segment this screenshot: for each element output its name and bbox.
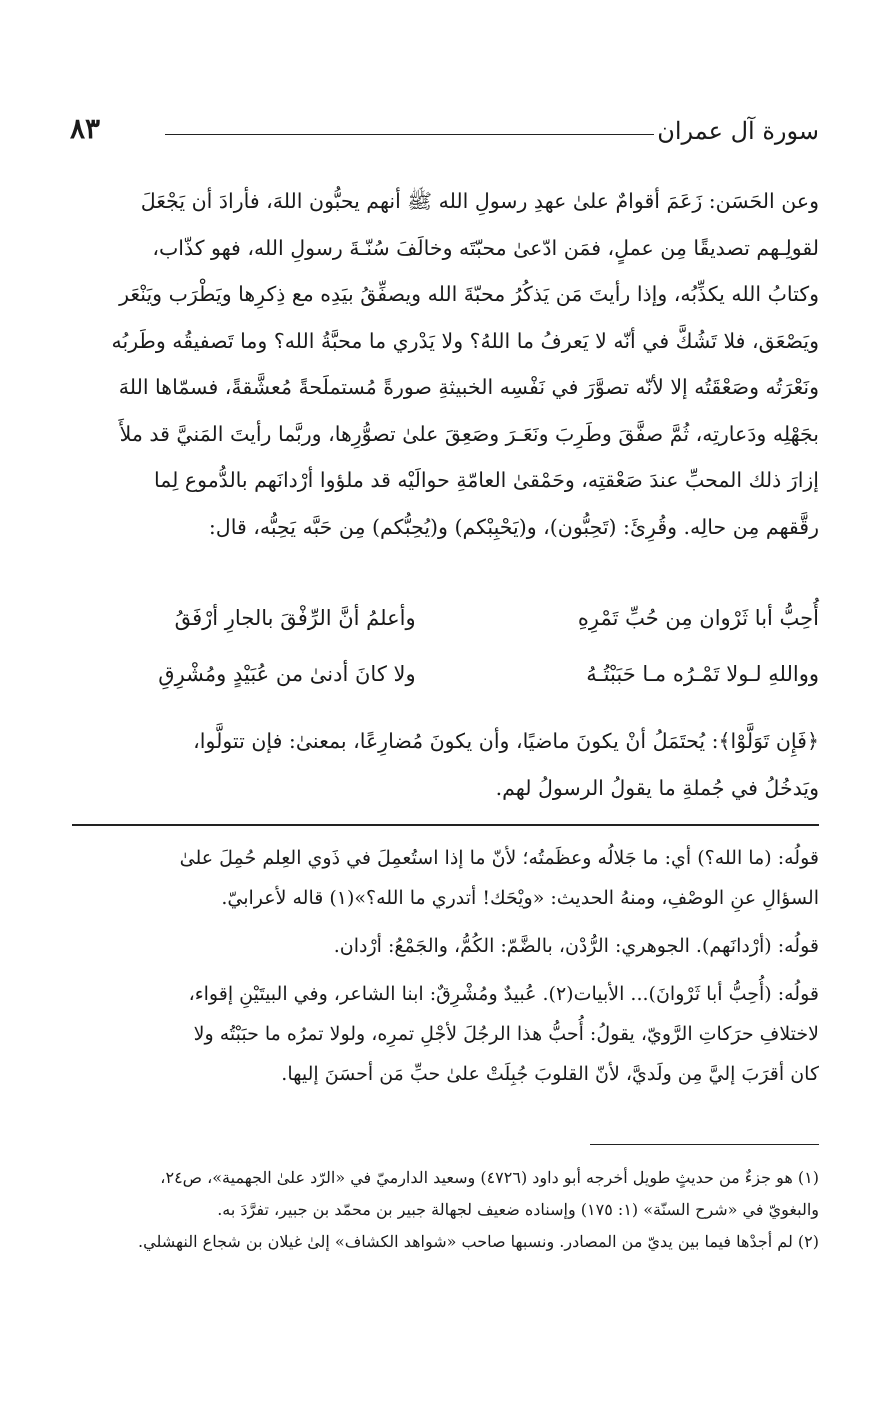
commentary-line: كان أقرَبَ إليَّ مِن ولَديَّ، لأنّ القلوبَ جُبِلَتْ علىٰ حبِّ مَن أحسَنَ إليها. [281, 1063, 819, 1085]
text-line: لقولِـهم تصديقًا مِن عملٍ، فمَن ادّعىٰ محبّتَه وخالَفَ سُنّـةَ رسولِ الله، فهو كذّاب، [152, 235, 819, 260]
text-line: ويَدخُلُ في جُملةِ ما يقولُ الرسولُ لهم. [495, 775, 819, 800]
verse [72, 646, 819, 702]
text-line: بجَهْلِه ودَعارتِه، ثُمَّ صفَّقَ وطَرِبَ ونَعَـرَ وصَعِقَ علىٰ تصوُّرِها، وربَّما رأيتَ المَنيَّ قد ملأَ [119, 421, 819, 446]
quran-commentary [72, 718, 819, 811]
main-text [72, 178, 819, 550]
verse [72, 590, 819, 646]
commentary-line: قولُه: (أُحِبُّ أبا ثَرْوانَ)... الأبيات(٢). عُبيدٌ ومُشْرِقٌ: ابنا الشاعر، وفي البيتَيْنِ إقواء، [188, 983, 819, 1005]
poetry-verses [72, 590, 819, 702]
text-line: ويَصْعَق، فلا تَشُكَّ في أنّه لا يَعرفُ ما اللهُ؟ ولا يَدْري ما محبَّةُ الله؟ وما تَصفيقُه وطَربُه [111, 328, 819, 353]
footnote-divider [590, 1144, 819, 1145]
commentary-section [72, 838, 819, 1094]
text-line: ونَعْرَتُه وصَعْقَتُه إلا لأنّه تصوَّرَ في نَفْسِه الخبيثةِ صورةً مُستملَحةً مُعشَّقةً، فسمّاها اللهَ [118, 375, 819, 399]
page-number: ٨٣ [70, 112, 101, 145]
commentary-line: لاختلافِ حرَكاتِ الرَّويّ، يقولُ: أُحبُّ هذا الرجُلَ لأجْلِ تمرِه، ولولا تمرُه ما حبَبْتُه ولا [193, 1023, 819, 1045]
text-line: رقَّقهم مِن حالِه. وقُرِئَ: (تَحِبُّون)، و(يَحْبِبْكم) و(يُحِبُّكم) مِن حَبَّه يَحِبُّه، قال: [208, 514, 819, 539]
text-line: وعن الحَسَن: زَعَمَ أقوامٌ علىٰ عهدِ رسولِ الله ﷺ أنهم يحبُّون اللهَ، فأرادَ أن يَجْعَلَ [140, 189, 819, 213]
text-line: إزارَ ذلك المحبِّ عندَ صَعْقتِه، وحَمْقىٰ العامّةِ حوالَيْه قد ملؤوا أرْدانَهم بالدُّموع لِما [154, 468, 819, 492]
commentary-line: السؤالِ عنِ الوصْفِ، ومنهُ الحديث: «ويْحَك! أتدري ما الله؟»(١) قاله لأعرابيّ. [221, 887, 819, 909]
footnote-line: والبغويّ في «شرح السنّة» (١: ١٧٥) وإسناده ضعيف لجهالة جبير بن محمّد بن جبير، تفرَّدَ به. [217, 1200, 819, 1219]
commentary-line: قولُه: (ما الله؟) أي: ما جَلالُه وعظَمتُه؛ لأنّ ما إذا استُعمِلَ في ذَوي العِلم حُمِلَ علىٰ [179, 847, 819, 869]
verse-second-hemistich: وأعلمُ أنَّ الرِّفْقَ بالجارِ أرْفَقُ [174, 606, 416, 630]
footnotes [72, 1162, 819, 1258]
verse-first-hemistich: أُحِبُّ أبا ثَرْوان مِن حُبِّ تَمْرِهِ [577, 606, 819, 630]
commentary-divider [72, 824, 819, 826]
text-line: ﴿فَإِن تَوَلَّوْا﴾: يُحتَمَلُ أنْ يكونَ ماضيًا، وأن يكونَ مُضارِعًا، بمعنىٰ: فإن تتولَّوا، [193, 729, 819, 753]
commentary-line: قولُه: (أرْدانَهم). الجوهري: الرُّدْن، بالضَّمّ: الكُمُّ، والجَمْعُ: أرْدان. [333, 935, 819, 957]
header-rule [165, 134, 654, 135]
verse-first-hemistich: وواللهِ لـولا تَمْـرُه مـا حَبَبْتُـهُ [586, 662, 819, 686]
page-header [70, 112, 819, 152]
footnote-line: (٢) لم أجدْها فيما بين يديّ من المصادر. ونسبها صاحب «شواهد الكشاف» إلىٰ غيلان بن شجاع النهشلي. [138, 1232, 819, 1251]
surah-title: سورة آل عمران [657, 117, 819, 145]
text-line: وكتابُ الله يكذِّبُه، وإذا رأيتَ مَن يَذكُرُ محبّةَ الله ويصفِّقُ بيَدِه مع ذِكرِها ويَطْرَب ويَنْعَر [119, 282, 819, 306]
verse-second-hemistich: ولا كانَ أدنىٰ من عُبَيْدٍ ومُشْرِقِ [158, 662, 416, 686]
footnote-line: (١) هو جزءٌ من حديثٍ طويل أخرجه أبو داود (٤٧٢٦) وسعيد الدارميّ في «الرّد علىٰ الجهمية»، ص٢٤، [160, 1168, 819, 1187]
